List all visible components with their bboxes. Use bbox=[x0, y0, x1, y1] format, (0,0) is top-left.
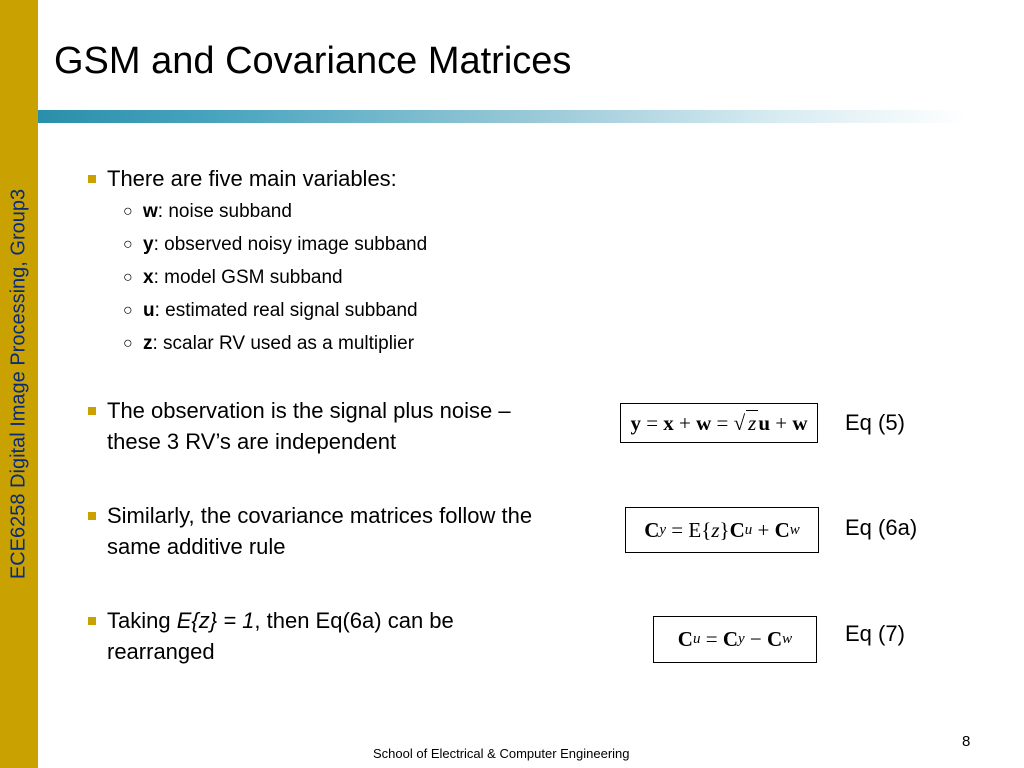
var-name: x bbox=[143, 267, 154, 288]
sub-bullet-circle-icon: ○ bbox=[123, 203, 133, 220]
bullet-taking-line2: rearranged bbox=[107, 639, 215, 664]
equation-6a-box: C y = E{ z } C u + C w bbox=[625, 507, 819, 553]
var-name: z bbox=[143, 333, 153, 354]
sub-bullet-x bbox=[143, 266, 343, 290]
var-desc: : observed noisy image subband bbox=[153, 234, 428, 255]
sidebar-course-label: ECE6258 Digital Image Processing, Group3 bbox=[7, 188, 30, 580]
sub-bullet-circle-icon: ○ bbox=[123, 302, 133, 319]
bullet-covariance-line1: Similarly, the covariance matrices follow the bbox=[107, 503, 533, 528]
equation-7-box: C u = C y − C w bbox=[653, 616, 817, 663]
var-name: y bbox=[143, 234, 154, 255]
var-desc: : noise subband bbox=[157, 201, 292, 222]
sub-bullet-u bbox=[143, 299, 418, 323]
sub-bullet-circle-icon: ○ bbox=[123, 269, 133, 286]
var-name: u bbox=[143, 300, 155, 321]
taking-expression: E{z} = 1 bbox=[176, 608, 255, 633]
bullet-observation-line2: these 3 RV’s are independent bbox=[107, 429, 397, 454]
var-desc: : estimated real signal subband bbox=[154, 300, 418, 321]
bullet-square-icon bbox=[88, 617, 96, 625]
sub-bullet-w bbox=[143, 200, 292, 224]
sub-bullet-z bbox=[143, 332, 414, 356]
equation-5-box: y = x + w = √ z u + w bbox=[620, 403, 818, 443]
page-number: 8 bbox=[962, 733, 971, 750]
bullet-square-icon bbox=[88, 512, 96, 520]
bullet-covariance-line2: same additive rule bbox=[107, 534, 286, 559]
bullet-observation-line1: The observation is the signal plus noise – bbox=[107, 398, 511, 423]
var-desc: : model GSM subband bbox=[153, 267, 343, 288]
sidebar bbox=[0, 0, 38, 768]
footer-school: School of Electrical & Computer Engineering bbox=[373, 746, 630, 761]
sub-bullet-y bbox=[143, 233, 427, 257]
var-desc: : scalar RV used as a multiplier bbox=[152, 333, 415, 354]
title-underline-bar bbox=[38, 110, 968, 123]
taking-suffix: , then Eq(6a) can be bbox=[254, 608, 454, 633]
equation-7-label: Eq (7) bbox=[845, 621, 905, 646]
var-name: w bbox=[143, 201, 158, 222]
sub-bullet-circle-icon: ○ bbox=[123, 236, 133, 253]
bullet-square-icon bbox=[88, 175, 96, 183]
bullet-main-variables: There are five main variables: bbox=[107, 166, 397, 191]
bullet-taking-line1 bbox=[107, 605, 454, 636]
equation-6a-label: Eq (6a) bbox=[845, 515, 918, 540]
taking-prefix: Taking bbox=[107, 608, 177, 633]
sub-bullet-circle-icon: ○ bbox=[123, 335, 133, 352]
slide-title: GSM and Covariance Matrices bbox=[54, 40, 572, 82]
bullet-square-icon bbox=[88, 407, 96, 415]
equation-5-label: Eq (5) bbox=[845, 410, 905, 435]
